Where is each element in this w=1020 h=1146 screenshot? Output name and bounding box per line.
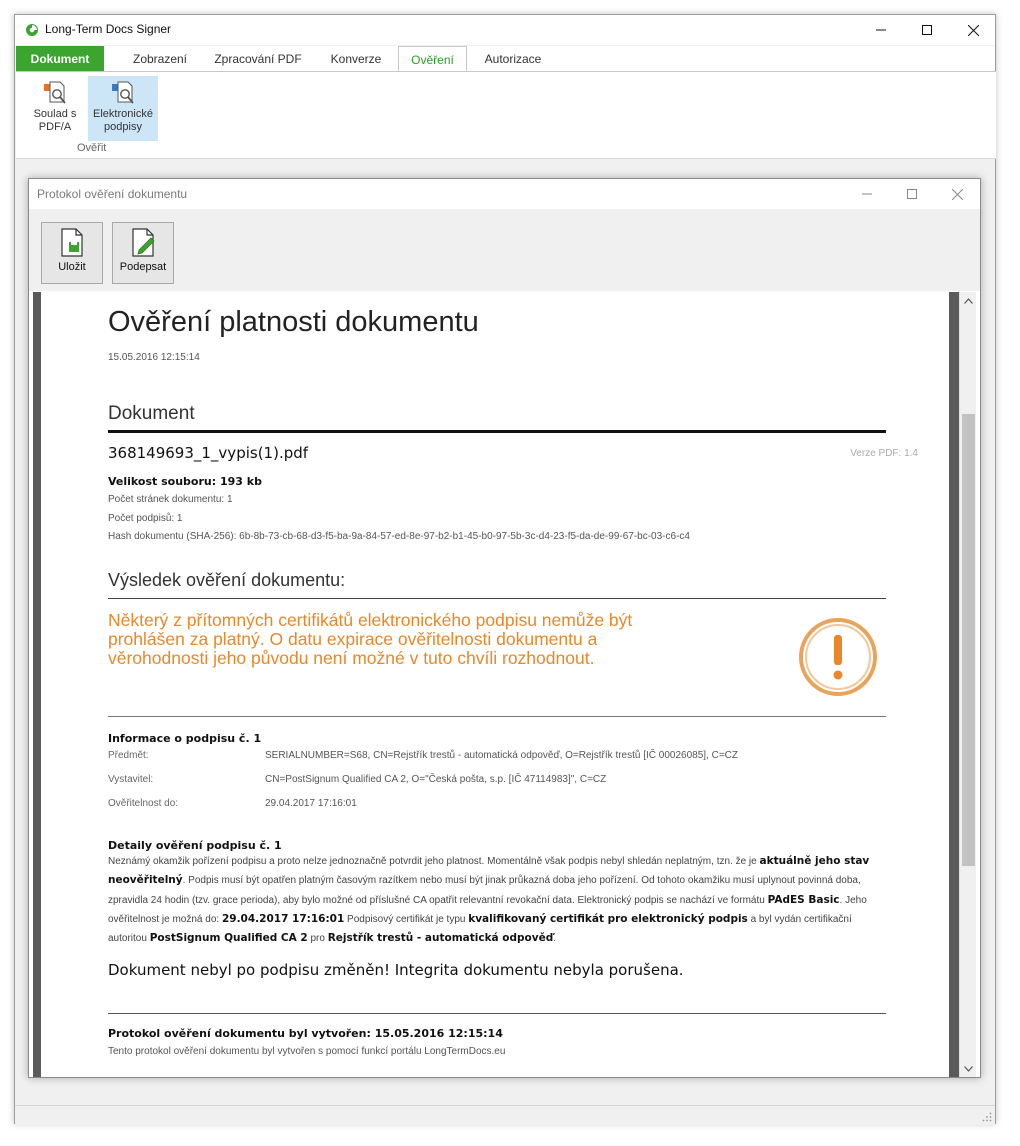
validity-label: Ověřitelnost do:: [108, 798, 179, 809]
sign-button-label: Podepsat: [119, 261, 167, 273]
report-title: Ověření platnosti dokumentu: [108, 306, 479, 338]
validity-value: 29.04.2017 17:16:01: [265, 798, 357, 809]
result-line-3: věrohodnosti jeho původu není možné v tuto chvíli rozhodnout.: [108, 648, 595, 668]
report-timestamp: 15.05.2016 12:15:14: [108, 352, 200, 363]
document-heading: Dokument: [108, 403, 195, 424]
resize-grip-icon[interactable]: [982, 1112, 992, 1122]
maximize-icon: [922, 25, 932, 35]
close-button[interactable]: [950, 15, 996, 45]
footer-heading: Protokol ověření dokumentu byl vytvořen: 15.05.2016 12:15:14: [108, 1027, 503, 1040]
minimize-icon: [862, 189, 872, 199]
save-button[interactable]: [41, 222, 103, 284]
details-bold-1: aktuálně jeho stav neověřitelný: [108, 855, 870, 887]
details-bold-5: PostSignum Qualified CA 2: [149, 932, 308, 945]
app-logo-icon: [25, 23, 39, 37]
dialog-close-button[interactable]: [934, 179, 980, 209]
details-bold-6: Rejstřík trestů - automatická odpověď: [327, 932, 554, 945]
close-icon: [968, 25, 979, 36]
details-bold-3: 29.04.2017 17:16:01: [221, 912, 345, 925]
vertical-scrollbar[interactable]: [959, 292, 976, 1077]
page-count: Počet stránek dokumentu: 1: [108, 494, 233, 505]
divider: [108, 716, 886, 717]
scroll-thumb[interactable]: [962, 414, 975, 866]
result-line-1: Některý z přítomných certifikátů elektronického podpisu nemůže být: [108, 610, 633, 630]
details-text-5: a byl vydán certifikační autoritou: [108, 913, 852, 945]
save-button-label: Uložit: [58, 261, 86, 273]
warning-icon: [798, 617, 878, 697]
divider: [108, 430, 886, 433]
details-text-2: . Podpis musí být opatřen platným časovým razítkem nebo musí být jinak průkazná doba jeho pořízení. Od tohoto okamžiku musí uplynout povinná doba, zpravidla 24 hodin (tzv. grace perioda), aby bylo možné od příslušné CA opatřit relevantní revokační data. Elektronický podpis se nachází ve formátu: [108, 875, 861, 906]
signature-details-text: [108, 852, 888, 948]
dialog-toolbar: [29, 209, 980, 291]
result-message: [108, 611, 778, 668]
pdfa-compliance-button[interactable]: [20, 76, 90, 141]
footer-text: Tento protokol ověření dokumentu byl vytvořen s pomocí funkcí portálu LongTermDocs.eu: [108, 1046, 506, 1057]
status-bar: [15, 1105, 995, 1125]
signature-count: Počet podpisů: 1: [108, 513, 183, 524]
subject-value: SERIALNUMBER=S68, CN=Rejstřík trestů - automatická odpověď, O=Rejstřík trestů [IČ 00026085], C=CZ: [265, 750, 739, 761]
subject-label: Předmět:: [108, 750, 149, 761]
app-title: Long-Term Docs Signer: [45, 22, 172, 36]
close-icon: [952, 189, 963, 200]
pdfa-button-label-1: Soulad s: [33, 108, 77, 120]
minimize-icon: [876, 25, 886, 35]
electronic-signatures-button[interactable]: [88, 76, 158, 141]
chevron-down-icon: [964, 1066, 973, 1072]
issuer-label: Vystavitel:: [108, 774, 154, 785]
signatures-button-label-2: podpisy: [104, 121, 142, 133]
tab-overeni[interactable]: Ověření: [398, 46, 467, 72]
tab-dokument[interactable]: Dokument: [16, 46, 104, 71]
issuer-value: CN=PostSignum Qualified CA 2, O="Česká pošta, s.p. [IČ 47114983]", C=CZ: [265, 774, 607, 785]
document-hash: Hash dokumentu (SHA-256): 6b-8b-73-cb-68-d3-f5-ba-9a-84-57-ed-8e-97-b2-b1-45-b0-97-5b-3c-d4-23-f5-da-de-99-67-bc-03-c6-c4: [108, 531, 690, 542]
ribbon-group-label: Ověřit: [77, 142, 107, 154]
dialog-titlebar: [29, 179, 980, 209]
save-document-icon: [59, 228, 85, 258]
tab-zobrazeni[interactable]: Zobrazení: [132, 52, 188, 66]
signatures-button-label-1: Elektronické: [93, 108, 153, 120]
scroll-up-button[interactable]: [960, 292, 977, 309]
details-bold-4: kvalifikovaný certifikát pro elektronický podpis: [468, 912, 748, 925]
dialog-title: Protokol ověření dokumentu: [37, 187, 188, 201]
minimize-button[interactable]: [858, 15, 904, 45]
app-titlebar: [15, 15, 995, 45]
details-text-1: Neznámý okamžik pořízení podpisu a proto nelze jednoznačně potvrdit jeho platnost. Momentálně však podpis nebyl shledán neplatným, tzn. že je: [108, 856, 760, 867]
result-line-2: prohlášen za platný. O datu expirace ověřitelnosti dokumentu a: [108, 629, 598, 649]
pdf-version: Verze PDF: 1.4: [850, 448, 918, 459]
maximize-button[interactable]: [904, 15, 950, 45]
details-bold-2: PAdES Basic: [767, 893, 840, 906]
integrity-message: Dokument nebyl po podpisu změněn! Integrita dokumentu nebyla porušena.: [108, 961, 684, 979]
scroll-down-button[interactable]: [960, 1060, 977, 1077]
maximize-icon: [907, 189, 917, 199]
report-page: [41, 292, 949, 1077]
ribbon-body: [16, 71, 996, 159]
dialog-maximize-button[interactable]: [889, 179, 935, 209]
details-text-7: .: [553, 933, 557, 945]
tab-konverze[interactable]: Konverze: [330, 52, 382, 66]
details-text-3: . Jeho ověřitelnost je možná do:: [108, 894, 867, 925]
signature-info-heading: Informace o podpisu č. 1: [108, 732, 262, 745]
divider: [108, 1013, 886, 1014]
file-name: 368149693_1_vypis(1).pdf: [108, 444, 309, 462]
pdfa-check-icon: [42, 80, 68, 106]
chevron-up-icon: [964, 298, 973, 304]
signature-check-icon: [110, 80, 136, 106]
result-heading: Výsledek ověření dokumentu:: [108, 570, 346, 590]
file-size: Velikost souboru: 193 kb: [108, 475, 262, 488]
verification-dialog: [28, 178, 981, 1078]
pdfa-button-label-2: PDF/A: [38, 121, 72, 133]
divider: [108, 598, 886, 599]
ribbon-tabs: [15, 46, 995, 71]
tab-autorizace[interactable]: Autorizace: [484, 52, 542, 66]
tab-zpracovani-pdf[interactable]: Zpracování PDF: [214, 52, 302, 66]
details-text-6: pro: [307, 933, 328, 945]
details-text-4: Podpisový certifikát je typu: [344, 913, 469, 925]
signature-details-heading: Detaily ověření podpisu č. 1: [108, 839, 282, 852]
sign-document-icon: [130, 228, 156, 258]
dialog-minimize-button[interactable]: [844, 179, 890, 209]
document-viewer[interactable]: [33, 292, 976, 1077]
sign-button[interactable]: [112, 222, 174, 284]
